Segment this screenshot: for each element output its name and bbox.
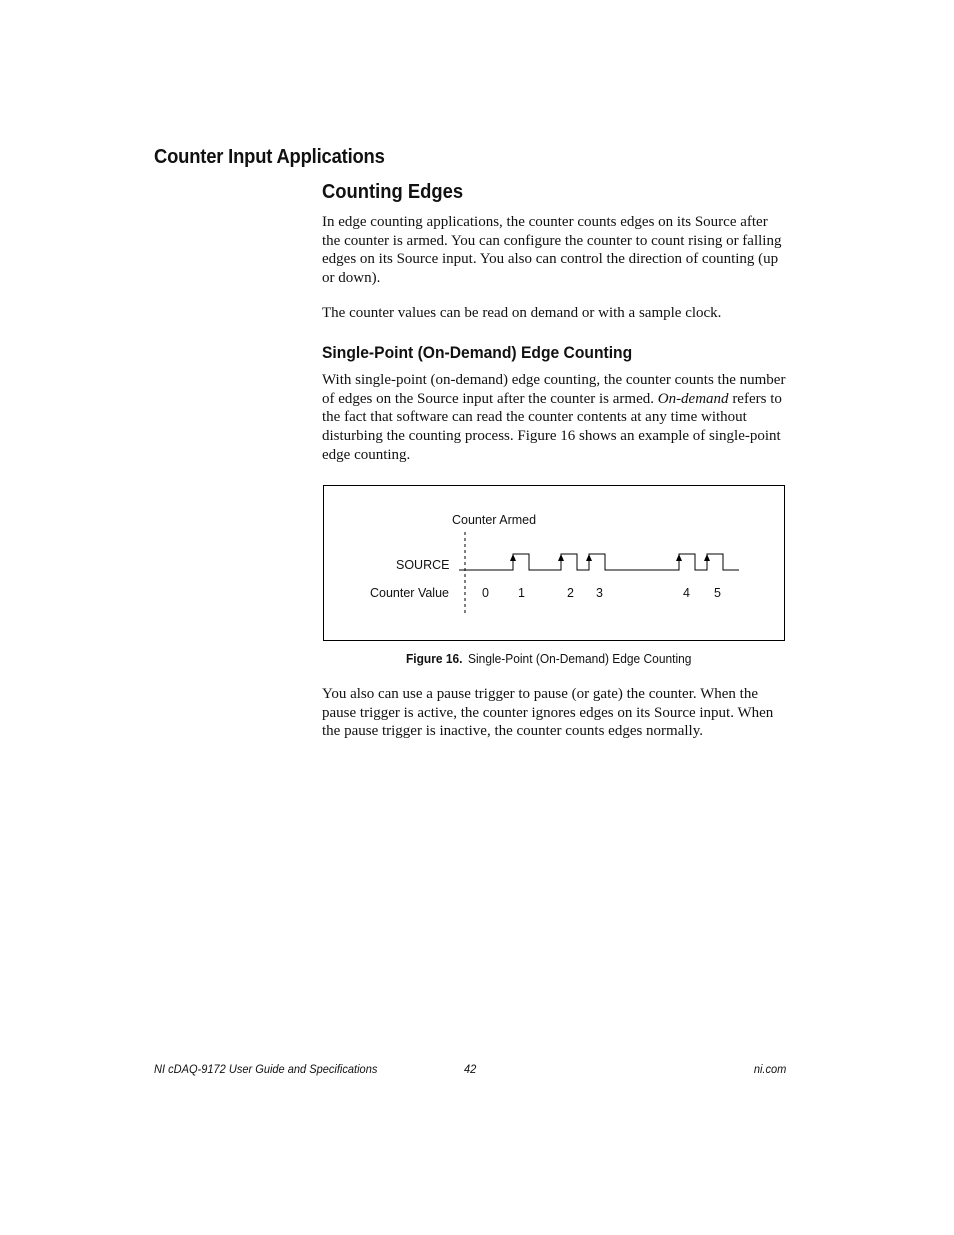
paragraph-single-point — [322, 371, 786, 465]
footer-website: ni.com — [753, 1062, 786, 1076]
counter-armed-label: Counter Armed — [452, 513, 537, 527]
counter-value-label: Counter Value — [370, 586, 449, 600]
counter-value-5: 5 — [714, 586, 721, 600]
source-waveform — [459, 554, 739, 570]
subsubsection-heading: Single-Point (On-Demand) Edge Counting — [322, 343, 633, 362]
counter-value-3: 3 — [596, 586, 603, 600]
paragraph-edge-counting: In edge counting applications, the counter counts edges on its Source after the counter is armed. You can configure the counter to count rising or falling edges on its Source input. You also can control the direction of counting (up or down). — [322, 214, 782, 287]
footer-doc-title: NI cDAQ-9172 User Guide and Specifications — [154, 1062, 378, 1076]
figure-caption — [406, 651, 691, 666]
paragraph-read-values: The counter values can be read on demand or with a sample clock. — [322, 305, 722, 321]
counter-value-0: 0 — [482, 586, 489, 600]
figure-caption-label: Figure 16. — [406, 651, 463, 666]
rising-edge-arrow — [510, 554, 516, 561]
paragraph-single-point-part2: refers to the fact that software can read the counter contents at any time without disturbing the counting process. Figure 16 shows an example of single-point edge counting. — [322, 390, 782, 463]
rising-edge-arrow — [704, 554, 710, 561]
rising-edge-arrow — [586, 554, 592, 561]
footer-page-number: 42 — [464, 1062, 477, 1076]
paragraph-single-point-part1: With single-point (on-demand) edge counting, the counter counts the number of edges on the Source input after the counter is armed. — [322, 372, 786, 407]
counter-value-1: 1 — [518, 586, 525, 600]
rising-edge-arrow — [558, 554, 564, 561]
paragraph-pause-trigger: You also can use a pause trigger to pause (or gate) the counter. When the pause trigger is active, the counter ignores edges on its Source input. When the pause trigger is inactive, the counter counts edges normally. — [322, 686, 774, 740]
source-label: SOURCE — [396, 558, 450, 572]
counter-value-2: 2 — [567, 586, 574, 600]
subsection-heading: Counting Edges — [322, 181, 464, 203]
section-heading: Counter Input Applications — [154, 146, 385, 168]
on-demand-term: On-demand — [657, 390, 729, 407]
timing-diagram — [324, 486, 786, 642]
figure-caption-text: Single-Point (On-Demand) Edge Counting — [468, 651, 692, 666]
figure-16-diagram — [323, 485, 785, 641]
rising-edge-arrow — [676, 554, 682, 561]
counter-value-4: 4 — [683, 586, 690, 600]
